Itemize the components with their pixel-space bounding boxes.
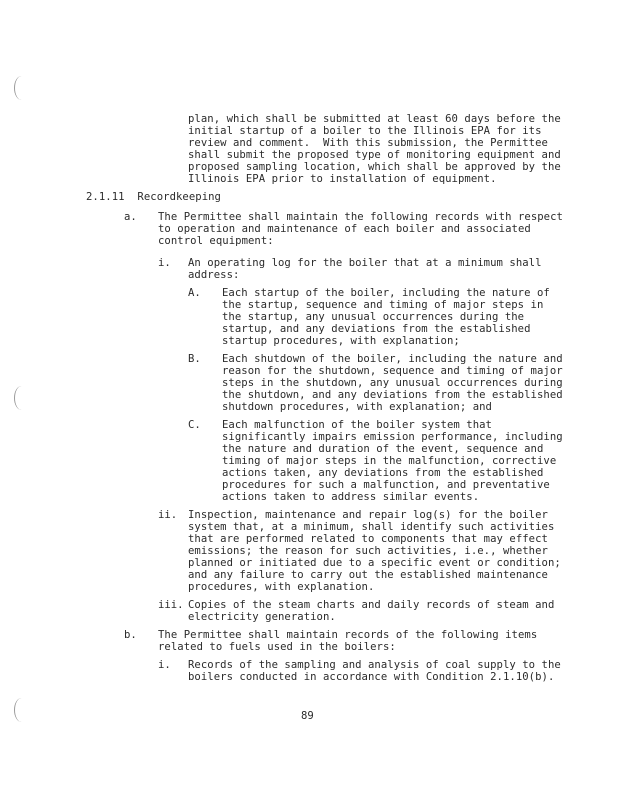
text-line: control equipment: xyxy=(158,235,274,247)
item-label: i. xyxy=(158,659,171,671)
text-line: the startup, sequence and timing of major steps in xyxy=(222,299,544,311)
text-line: planned or initiated due to a specific event or condition; xyxy=(188,557,561,569)
text-line: Illinois EPA prior to installation of equipment. xyxy=(188,173,497,185)
text-line: address: xyxy=(188,269,240,281)
text-line: The Permittee shall maintain records of the following items xyxy=(158,629,538,641)
text-line: reason for the shutdown, sequence and timing of major xyxy=(222,365,563,377)
page-number: 89 xyxy=(301,710,314,722)
text-line: to operation and maintenance of each boiler and associated xyxy=(158,223,531,235)
text-line: electricity generation. xyxy=(188,611,336,623)
text-line: significantly impairs emission performance, including xyxy=(222,431,563,443)
section-heading: 2.1.11 Recordkeeping xyxy=(86,191,221,203)
hole-punch-mark-top xyxy=(14,76,29,100)
text-line: Each startup of the boiler, including the nature of xyxy=(222,287,550,299)
text-line: plan, which shall be submitted at least 60 days before the xyxy=(188,113,561,125)
text-line: Each shutdown of the boiler, including the nature and xyxy=(222,353,563,365)
text-line: actions taken to address similar events. xyxy=(222,491,480,503)
hole-punch-mark-middle xyxy=(14,386,29,410)
text-line: the shutdown, and any deviations from the established xyxy=(222,389,563,401)
text-line: and any failure to carry out the established maintenance xyxy=(188,569,548,581)
item-label: iii. xyxy=(158,599,184,611)
text-line: boilers conducted in accordance with Condition 2.1.10(b). xyxy=(188,671,555,683)
text-line: procedures, with explanation. xyxy=(188,581,375,593)
text-line: the startup, any unusual occurrences during the xyxy=(222,311,525,323)
hole-punch-mark-bottom xyxy=(14,698,29,722)
text-line: procedures for such a malfunction, and preventative xyxy=(222,479,550,491)
text-line: the nature and duration of the event, sequence and xyxy=(222,443,544,455)
text-line: Each malfunction of the boiler system that xyxy=(222,419,492,431)
text-line: timing of major steps in the malfunction, corrective xyxy=(222,455,557,467)
text-line: shall submit the proposed type of monitoring equipment and xyxy=(188,149,561,161)
text-line: shutdown procedures, with explanation; and xyxy=(222,401,492,413)
text-line: Records of the sampling and analysis of coal supply to the xyxy=(188,659,561,671)
text-line: The Permittee shall maintain the following records with respect xyxy=(158,211,563,223)
item-label: a. xyxy=(124,211,137,223)
text-line: initial startup of a boiler to the Illinois EPA for its xyxy=(188,125,542,137)
text-line: proposed sampling location, which shall be approved by the xyxy=(188,161,561,173)
text-line: steps in the shutdown, any unusual occurrences during xyxy=(222,377,563,389)
text-line: Inspection, maintenance and repair log(s) for the boiler xyxy=(188,509,548,521)
text-line: system that, at a minimum, shall identify such activities xyxy=(188,521,555,533)
text-line: An operating log for the boiler that at a minimum shall xyxy=(188,257,542,269)
text-line: review and comment. With this submission, the Permittee xyxy=(188,137,548,149)
item-label: ii. xyxy=(158,509,178,521)
text-line: emissions; the reason for such activities, i.e., whether xyxy=(188,545,548,557)
item-label: b. xyxy=(124,629,137,641)
text-line: startup, and any deviations from the established xyxy=(222,323,531,335)
text-line: startup procedures, with explanation; xyxy=(222,335,460,347)
item-label: B. xyxy=(188,353,201,365)
item-label: i. xyxy=(158,257,171,269)
text-line: that are performed related to components that may effect xyxy=(188,533,548,545)
item-label: A. xyxy=(188,287,201,299)
text-line: actions taken, any deviations from the established xyxy=(222,467,544,479)
text-line: related to fuels used in the boilers: xyxy=(158,641,396,653)
item-label: C. xyxy=(188,419,201,431)
text-line: Copies of the steam charts and daily records of steam and xyxy=(188,599,555,611)
